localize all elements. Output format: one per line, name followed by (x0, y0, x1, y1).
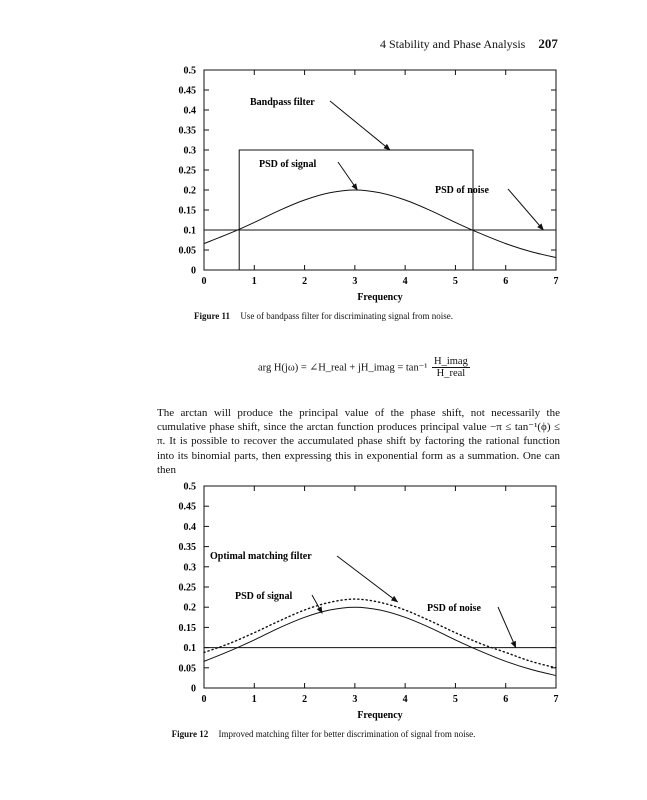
figure-11-label: Figure 11 (193, 311, 231, 321)
figure-11-chart (0, 58, 647, 308)
psd-of-noise-arrow (498, 607, 516, 648)
x-tick-label: 3 (352, 276, 358, 287)
psd-of-noise-arrow (508, 189, 543, 230)
optimal-matching-filter-arrow (337, 556, 398, 602)
psd-of-signal-arrow (338, 162, 357, 190)
y-tick-label: 0.4 (183, 521, 196, 533)
figure-12-caption-text: Improved matching filter for better discrimination of signal from noise. (218, 729, 476, 739)
figure-12-caption (0, 729, 647, 739)
figure-11-caption-text: Use of bandpass filter for discriminating signal from noise. (240, 311, 454, 321)
y-tick-label: 0.45 (178, 501, 196, 513)
x-tick-label: 1 (251, 694, 257, 705)
psd-of-signal-label: PSD of signal (259, 159, 317, 170)
x-tick-label: 0 (201, 276, 207, 287)
y-tick-label: 0 (191, 683, 196, 695)
psd-of-noise-label: PSD of noise (435, 185, 489, 196)
section-title: 4 Stability and Phase Analysis (380, 37, 526, 51)
y-tick-label: 0.05 (178, 663, 196, 675)
psd-of-noise-label: PSD of noise (427, 603, 481, 614)
y-tick-label: 0.4 (183, 105, 196, 117)
x-tick-label: 6 (503, 276, 509, 287)
equation-denominator: H_real (436, 368, 466, 379)
y-tick-label: 0.05 (178, 245, 196, 257)
figure-11-caption (0, 311, 647, 321)
y-tick-label: 0.15 (178, 205, 196, 217)
x-tick-label: 0 (201, 694, 207, 705)
y-tick-label: 0.15 (178, 622, 196, 634)
y-tick-label: 0.5 (183, 481, 196, 493)
equation-numerator: H_imag (434, 356, 468, 367)
y-tick-label: 0.1 (183, 643, 196, 655)
optimal-matching-filter-label: Optimal matching filter (210, 551, 312, 562)
y-tick-label: 0.25 (178, 165, 196, 177)
running-header (380, 36, 600, 52)
x-tick-label: 4 (402, 276, 408, 287)
x-axis-label: Frequency (357, 292, 403, 303)
bandpass-filter-arrow (330, 101, 390, 150)
y-tick-label: 0.45 (178, 85, 196, 97)
x-tick-label: 7 (553, 276, 559, 287)
y-tick-label: 0.2 (183, 185, 196, 197)
y-tick-label: 0 (191, 265, 196, 277)
plot-frame (204, 486, 556, 688)
y-tick-label: 0.35 (178, 542, 196, 554)
y-tick-label: 0.35 (178, 125, 196, 137)
x-tick-label: 1 (251, 276, 257, 287)
x-tick-label: 4 (402, 694, 408, 705)
figure-12-chart (0, 478, 647, 728)
x-tick-label: 7 (553, 694, 559, 705)
equation-lhs: arg H(jω) = ∠H_real + jH_imag = tan⁻¹ (258, 362, 428, 374)
y-tick-label: 0.3 (183, 562, 196, 574)
x-tick-label: 5 (452, 694, 458, 705)
bandpass-filter-label: Bandpass filter (250, 97, 315, 108)
equation-fraction (432, 356, 470, 379)
body-paragraph: The arctan will produce the principal value of the phase shift, not necessarily the cumulative phase shift, since the arctan function produces principal value −π ≤ tan⁻¹(ϕ) ≤ π. It is possible to recover the accumulated phase shift by factoring the rational function into its binomial parts, then expressing this in exponential form as a summation. One can then (157, 407, 560, 476)
x-tick-label: 3 (352, 694, 358, 705)
y-tick-label: 0.3 (183, 145, 196, 157)
x-tick-label: 2 (302, 276, 308, 287)
x-tick-label: 2 (302, 694, 308, 705)
y-tick-label: 0.5 (183, 65, 196, 77)
y-tick-label: 0.1 (183, 225, 196, 237)
optimal-matching-filter-line (204, 599, 556, 668)
y-tick-label: 0.2 (183, 602, 196, 614)
figure-12-label: Figure 12 (171, 729, 209, 739)
x-axis-label: Frequency (357, 710, 403, 721)
x-tick-label: 5 (452, 276, 458, 287)
y-tick-label: 0.25 (178, 582, 196, 594)
psd-of-signal-line (204, 607, 556, 675)
psd-of-signal-label: PSD of signal (235, 591, 293, 602)
x-tick-label: 6 (503, 694, 509, 705)
psd-of-signal-line (204, 190, 556, 258)
phase-equation (258, 356, 470, 379)
page-number: 207 (538, 36, 558, 51)
